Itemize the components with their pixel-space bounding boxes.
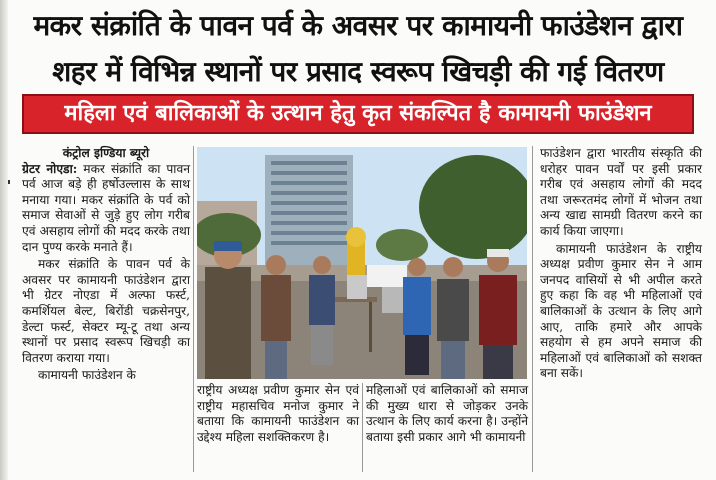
banner-text: महिला एवं बालिकाओं के उत्थान हेतु कृत संकल्पित है कामायनी फाउंडेशन [64,101,652,126]
column-4 [540,146,702,382]
column-rule [532,146,533,472]
column-4-para-1: फाउंडेशन द्वारा भारतीय संस्कृति की धरोहर पावन पर्वों पर इसी प्रकार गरीब एवं असहाय लोगों की मदद तथा जरूरतमंद लोगों में भोजन तथा अन्य खाद्य सामग्री वितरण करने का कार्य किया जाएगा। [540,146,702,238]
column-rule [193,146,194,472]
column-1-para-2: मकर संक्रांति के पावन पर्व के अवसर पर कामायनी फाउंडेशन द्वारा भी ग्रेटर नोएडा में अल्फा फर्स्ट, कमर्शियल बेल्ट, बिरोंडी चक्रसेनपुर, डेल्टा फर्स्ट, सेक्टर म्यू-टू तथा अन्य स्थानों पर प्रसाद स्वरूप खिचड़ी का वितरण कराया गया। [22,257,190,365]
column-1-para-1 [22,162,190,254]
column-1-para-3: कामायनी फाउंडेशन के [38,368,136,383]
headline-line-2: शहर में विभिन्न स्थानों पर प्रसाद स्वरूप खिचड़ी की गई वितरण [52,55,664,88]
subheading-banner [22,94,694,134]
news-photo [197,147,527,379]
column-rule [362,383,363,472]
column-3-text: महिलाओं एवं बालिकाओं को समाज की मुख्य धारा से जोड़कर उनके उत्थान के लिए कार्य करना है। उन्होंने बताया इसी प्रकार आगे भी कामायनी [366,383,528,444]
column-4-para-2: कामायनी फाउंडेशन के राष्ट्रीय अध्यक्ष प्रवीण कुमार सेन ने आम जनपद वासियों से भी अपील करते हुए कहा कि वह भी महिलाओं एवं बालिकाओं के उत्थान के लिए आगे आए, ताकि हमारे और आपके सहयोग से हम अपने समाज की महिलाओं एवं बालिकाओं को सशक्त बना सकें। [540,241,702,381]
column-2-text: राष्ट्रीय अध्यक्ष प्रवीण कुमार सेन एवं राष्ट्रीय महासचिव मनोज कुमार ने बताया कि कामायनी फाउंडेशन का उद्देश्य महिला सशक्तिकरण है। [197,383,359,444]
dateline: ग्रेटर नोएडा: [22,161,78,176]
margin-mark [8,180,10,184]
photo-illustration [197,147,527,379]
column-1-para-1-text: मकर संक्रांति का पावन पर्व आज बड़े ही हर्षोउल्लास के साथ मनाया गया। मकर संक्रांति के पर्व को समाज सेवाओं से जुड़े हुए लोग गरीब एवं असहाय लोगों की मदद करके तथा दान पुण्य करके मनाते हैं। [22,161,190,254]
byline: कंट्रोल इण्डिया ब्यूरो [62,146,150,160]
headline-line-1: मकर संक्रांति के पावन पर्व के अवसर पर कामायनी फाउंडेशन द्वारा [33,9,683,42]
column-1 [22,146,190,384]
